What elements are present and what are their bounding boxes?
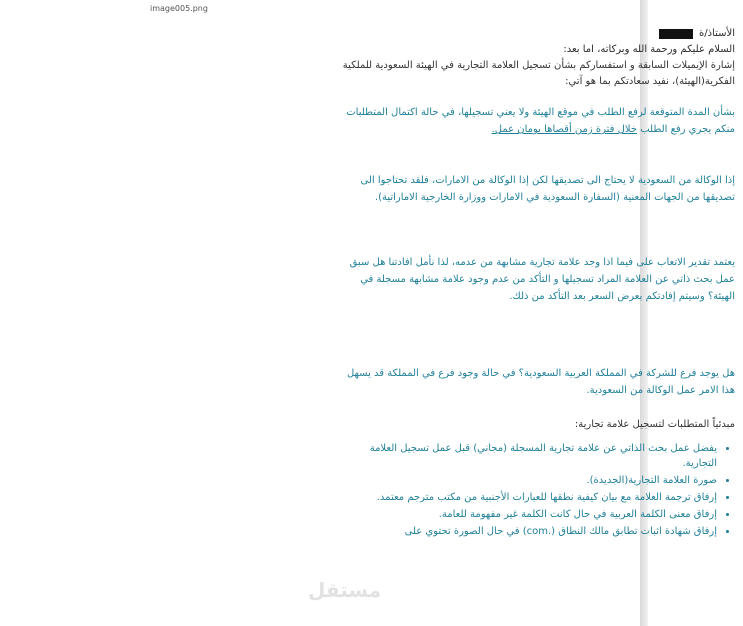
requirements-title: مبدئياً المتطلبات لتسجيل علامة تجارية: bbox=[574, 419, 735, 430]
paragraph-duration bbox=[335, 104, 735, 138]
greeting: السلام عليكم ورحمة الله وبركاته، اما بعد: bbox=[563, 44, 735, 55]
intro-line-1: إشارة الإيميلات السابقة و استفساركم بشأن تسجيل العلامة التجارية في الهيئة السعودية للملكية bbox=[342, 60, 735, 71]
watermark-logo: مستقل bbox=[308, 578, 382, 602]
redacted-name bbox=[659, 29, 693, 39]
addressee-label: الأستاذ/ة bbox=[699, 28, 735, 39]
paragraph-duration-text: بشأن المدة المتوقعة لرفع الطلب في موقع الهيئة ولا يعني تسجيلها، في حالة اكتمال المتطلبات منكم يجري رفع الطلب bbox=[346, 107, 735, 135]
requirements-list bbox=[335, 441, 735, 539]
list-item: • إرفاق ترجمة العلامة مع بيان كيفية نطقها للعبارات الأجنبية من مكتب مترجم معتمد. bbox=[335, 490, 717, 505]
letter-body bbox=[335, 26, 735, 541]
addressee bbox=[335, 26, 735, 42]
paragraph-fees: يعتمد تقدير الاتعاب على فيما اذا وجد علامة تجارية مشابهة من عدمه، لذا نأمل افادتنا هل سبق عمل بحث ذاتي عن العلامة المراد تسجيلها و التأكد من عدم وجود علامة مشابهة مسجلة في الهيئة؟ وسيتم إفادتكم بعرض السعر بعد التأكد من ذلك. bbox=[349, 257, 735, 302]
paragraph-branch: هل يوجد فرع للشركة في المملكة العربية السعودية؟ في حالة وجود فرع في المملكة قد يسهل هذا الامر عمل الوكالة من السعودية. bbox=[346, 368, 735, 396]
intro-line-2: الفكرية(الهيئة)، نفيد سعادتكم بما هو آتي: bbox=[565, 76, 735, 87]
list-item: • إرفاق معنى الكلمة العربية في حال كانت الكلمة غير مفهومة للعامة. bbox=[335, 507, 717, 522]
list-item: • إرفاق شهادة اثبات تطابق مالك النطاق (.com) في حال الصورة تحتوي على bbox=[335, 524, 717, 539]
list-item: • صورة العلامة التجارية(الجديدة). bbox=[335, 473, 717, 488]
image-caption: image005.png bbox=[150, 4, 208, 13]
paragraph-duration-underlined: خلال فترة زمن أقصاها يومان عمل. bbox=[491, 124, 638, 135]
list-item: • يفضل عمل بحث الذاتي عن علامة تجارية المسجلة (مجاني) قبل عمل تسجيل العلامة التجارية. bbox=[335, 441, 717, 471]
left-gutter bbox=[0, 0, 118, 626]
paragraph-agency: إذا الوكالة من السعودية لا يحتاج الى تصديقها لكن إذا الوكالة من الامارات، فلقد تحتاجوا الى تصديقها من الجهات المعنية (السفارة السعودية في الامارات ووزارة الخارجية الاماراتية). bbox=[360, 175, 735, 203]
